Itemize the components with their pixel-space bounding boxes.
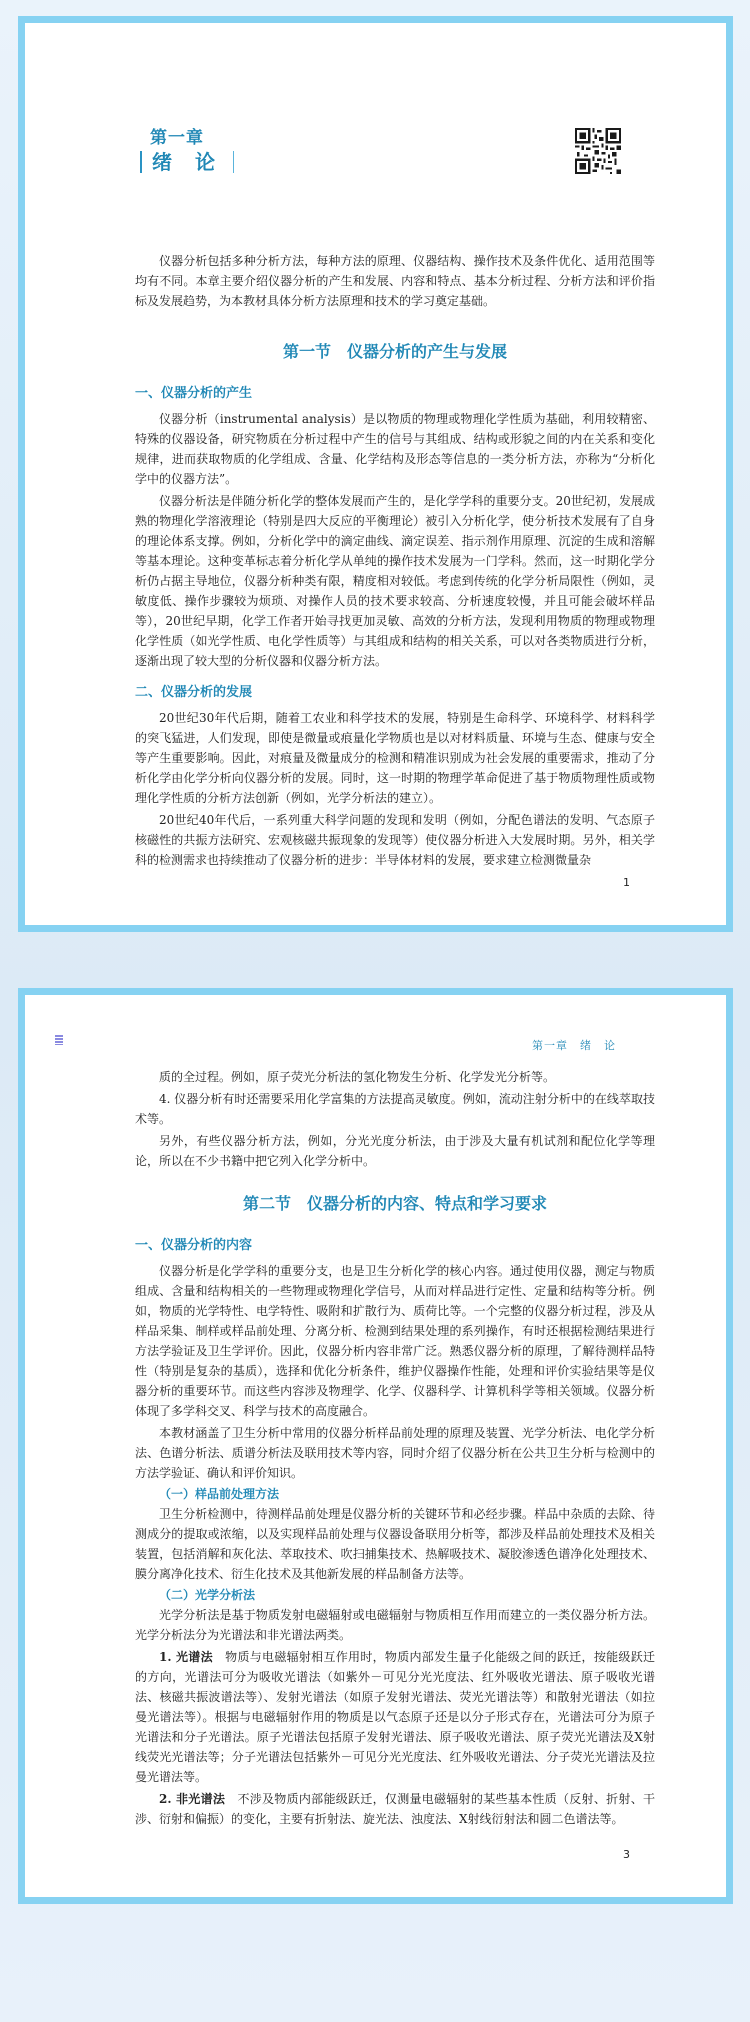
section-1-title: 第一节 仪器分析的产生与发展 <box>282 342 507 361</box>
paragraph <box>135 1647 655 1787</box>
term-label: 1. 光谱法 <box>159 1650 213 1664</box>
page-number: 3 <box>623 1848 630 1861</box>
term-text: 不涉及物质内部能级跃迁，仅测量电磁辐射的某些基本性质（反射、折射、干涉、衍射和偏振）的变化，主要有折射法、旋光法、浊度法、X射线衍射法和圆二色谱法等。 <box>135 1792 655 1826</box>
chapter-intro: 仪器分析包括多种分析方法，每种方法的原理、仪器结构、操作技术及条件优化、适用范围等均有不同。本章主要介绍仪器分析的产生和发展、内容和特点、基本分析过程、分析方法和评价指标及发展趋势，为本教材具体分析方法原理和技术的学习奠定基础。 <box>135 254 655 308</box>
section-2-title: 第二节 仪器分析的内容、特点和学习要求 <box>242 1194 547 1213</box>
chapter-title: 绪 论 <box>140 151 234 173</box>
page-1-content <box>135 251 655 872</box>
subsection-title: 二、仪器分析的发展 <box>135 685 253 700</box>
running-head: 第一章 绪 论 <box>532 1039 616 1052</box>
paragraph: 仪器分析（instrumental analysis）是以物质的物理或物理化学性质为基础，利用较精密、特殊的仪器设备，研究物质在分析过程中产生的信号与其组成、结构或形貌之间的内在关系和变化规律，进而获取物质的化学组成、含量、化学结构及形态等信息的一类分析方法，亦称为“分析化学中的仪器方法”。 <box>135 412 655 486</box>
paragraph: 20世纪40年代后，一系列重大科学问题的发现和发明（例如，分配色谱法的发明、气态原子核磁性的共振方法研究、宏观核磁共振现象的发现等）使仪器分析进入大发展时期。另外，相关学科的检测需求也持续推动了仪器分析的进步：半导体材料的发展，要求建立检测微量杂 <box>135 813 655 867</box>
sub-subsection-title: （一）样品前处理方法 <box>159 1487 280 1501</box>
paragraph: 卫生分析检测中，待测样品前处理是仪器分析的关键环节和必经步骤。样品中杂质的去除、待测成分的提取或浓缩，以及实现样品前处理与仪器设备联用分析等，都涉及样品前处理技术及相关装置，包括消解和灰化法、萃取技术、吹扫捕集技术、热解吸技术、凝胶渗透色谱净化处理技术、膜分离净化技术、衍生化技术及其他新发展的样品制备方法等。 <box>135 1507 655 1581</box>
paragraph: 光学分析法是基于物质发射电磁辐射或电磁辐射与物质相互作用而建立的一类仪器分析方法。光学分析法分为光谱法和非光谱法两类。 <box>135 1608 655 1642</box>
page-marker-icon <box>55 1035 63 1045</box>
term-text: 物质与电磁辐射相互作用时，物质内部发生量子化能级之间的跃迁，按能级跃迁的方向，光谱法可分为吸收光谱法（如紫外－可见分光光度法、红外吸收光谱法、原子吸收光谱法、核磁共振波谱法等）、发射光谱法（如原子发射光谱法、荧光光谱法等）和散射光谱法（如拉曼光谱法等）。根据与电磁辐射作用的物质是以气态原子还是以分子形式存在，光谱法可分为原子光谱法和分子光谱法。原子光谱法包括原子发射光谱法、原子吸收光谱法、原子荧光光谱法及X射线荧光光谱法等；分子光谱法包括紫外－可见分光光度法、红外吸收光谱法、分子荧光光谱法及拉曼光谱法等。 <box>135 1650 655 1784</box>
page-1 <box>18 16 733 932</box>
paragraph <box>135 1789 655 1829</box>
paragraph: 仪器分析法是伴随分析化学的整体发展而产生的，是化学学科的重要分支。20世纪初，发展成熟的物理化学溶液理论（特别是四大反应的平衡理论）被引入分析化学，使分析技术发展有了自身的理论体系支撑。例如，分析化学中的滴定曲线、滴定误差、指示剂作用原理、沉淀的生成和溶解等基本理论。这种变革标志着分析化学从单纯的操作技术发展为一门学科。然而，这一时期化学分析仍占据主导地位，仪器分析种类有限，精度相对较低。考虑到传统的化学分析局限性（例如，灵敏度低、操作步骤较为烦琐、对操作人员的技术要求较高、分析速度较慢，并且可能会破坏样品等），20世纪早期，化学工作者开始寻找更加灵敏、高效的分析方法，发现利用物质的物理或物理化学性质（如光学性质、电化学性质等）与其组成和结构的相关关系，可以对各类物质进行分析，逐渐出现了较大型的分析仪器和仪器分析方法。 <box>135 494 655 668</box>
subsection-title: 一、仪器分析的内容 <box>135 1238 253 1253</box>
paragraph: 另外，有些仪器分析方法，例如，分光光度分析法，由于涉及大量有机试剂和配位化学等理论，所以在不少书籍中把它列入化学分析中。 <box>135 1134 655 1168</box>
paragraph: 仪器分析是化学学科的重要分支，也是卫生分析化学的核心内容。通过使用仪器，测定与物质组成、含量和结构相关的一些物理或物理化学信号，从而对样品进行定性、定量和结构等分析。例如，物质的光学特性、电学特性、吸附和扩散行为、质荷比等。一个完整的仪器分析过程，涉及从样品采集、制样或样品前处理、分离分析、检测到结果处理的系列操作，有时还根据检测结果进行方法学验证及卫生学评价。因此，仪器分析内容非常广泛。熟悉仪器分析的原理，了解待测样品特性（特别是复杂的基质），选择和优化分析条件，维护仪器操作性能，处理和评价实验结果等是仪器分析的重要环节。而这些内容涉及物理学、化学、仪器科学、计算机科学等相关领域。仪器分析体现了多学科交叉、科学与技术的高度融合。 <box>135 1264 655 1418</box>
qr-code-icon[interactable] <box>575 128 621 174</box>
paragraph: 质的全过程。例如，原子荧光分析法的氢化物发生分析、化学发光分析等。 <box>159 1070 556 1084</box>
page-number: 1 <box>623 876 630 889</box>
term-label: 2. 非光谱法 <box>159 1792 226 1806</box>
paragraph: 20世纪30年代后期，随着工农业和科学技术的发展，特别是生命科学、环境科学、材料科学的突飞猛进，人们发现，即使是微量或痕量化学物质也是以对材料质量、环境与生态、健康与安全等产生重要影响。因此，对痕量及微量成分的检测和精准识别成为社会发展的重要需求，推动了分析化学由化学分析向仪器分析的发展。同时，这一时期的物理学革命促进了基于物质物理性质或物理化学性质的分析方法创新（例如，光学分析法的建立）。 <box>135 711 655 805</box>
sub-subsection-title: （二）光学分析法 <box>159 1588 256 1602</box>
page-3-content <box>135 1067 655 1831</box>
paragraph: 4. 仪器分析有时还需要采用化学富集的方法提高灵敏度。例如，流动注射分析中的在线萃取技术等。 <box>135 1092 655 1126</box>
chapter-label: 第一章 <box>150 128 204 148</box>
subsection-title: 一、仪器分析的产生 <box>135 386 253 401</box>
paragraph: 本教材涵盖了卫生分析中常用的仪器分析样品前处理的原理及装置、光学分析法、电化学分析法、色谱分析法、质谱分析法及联用技术等内容，同时介绍了仪器分析在公共卫生分析与检测中的方法学验证、确认和评价知识。 <box>135 1426 655 1480</box>
page-3 <box>18 988 733 1904</box>
